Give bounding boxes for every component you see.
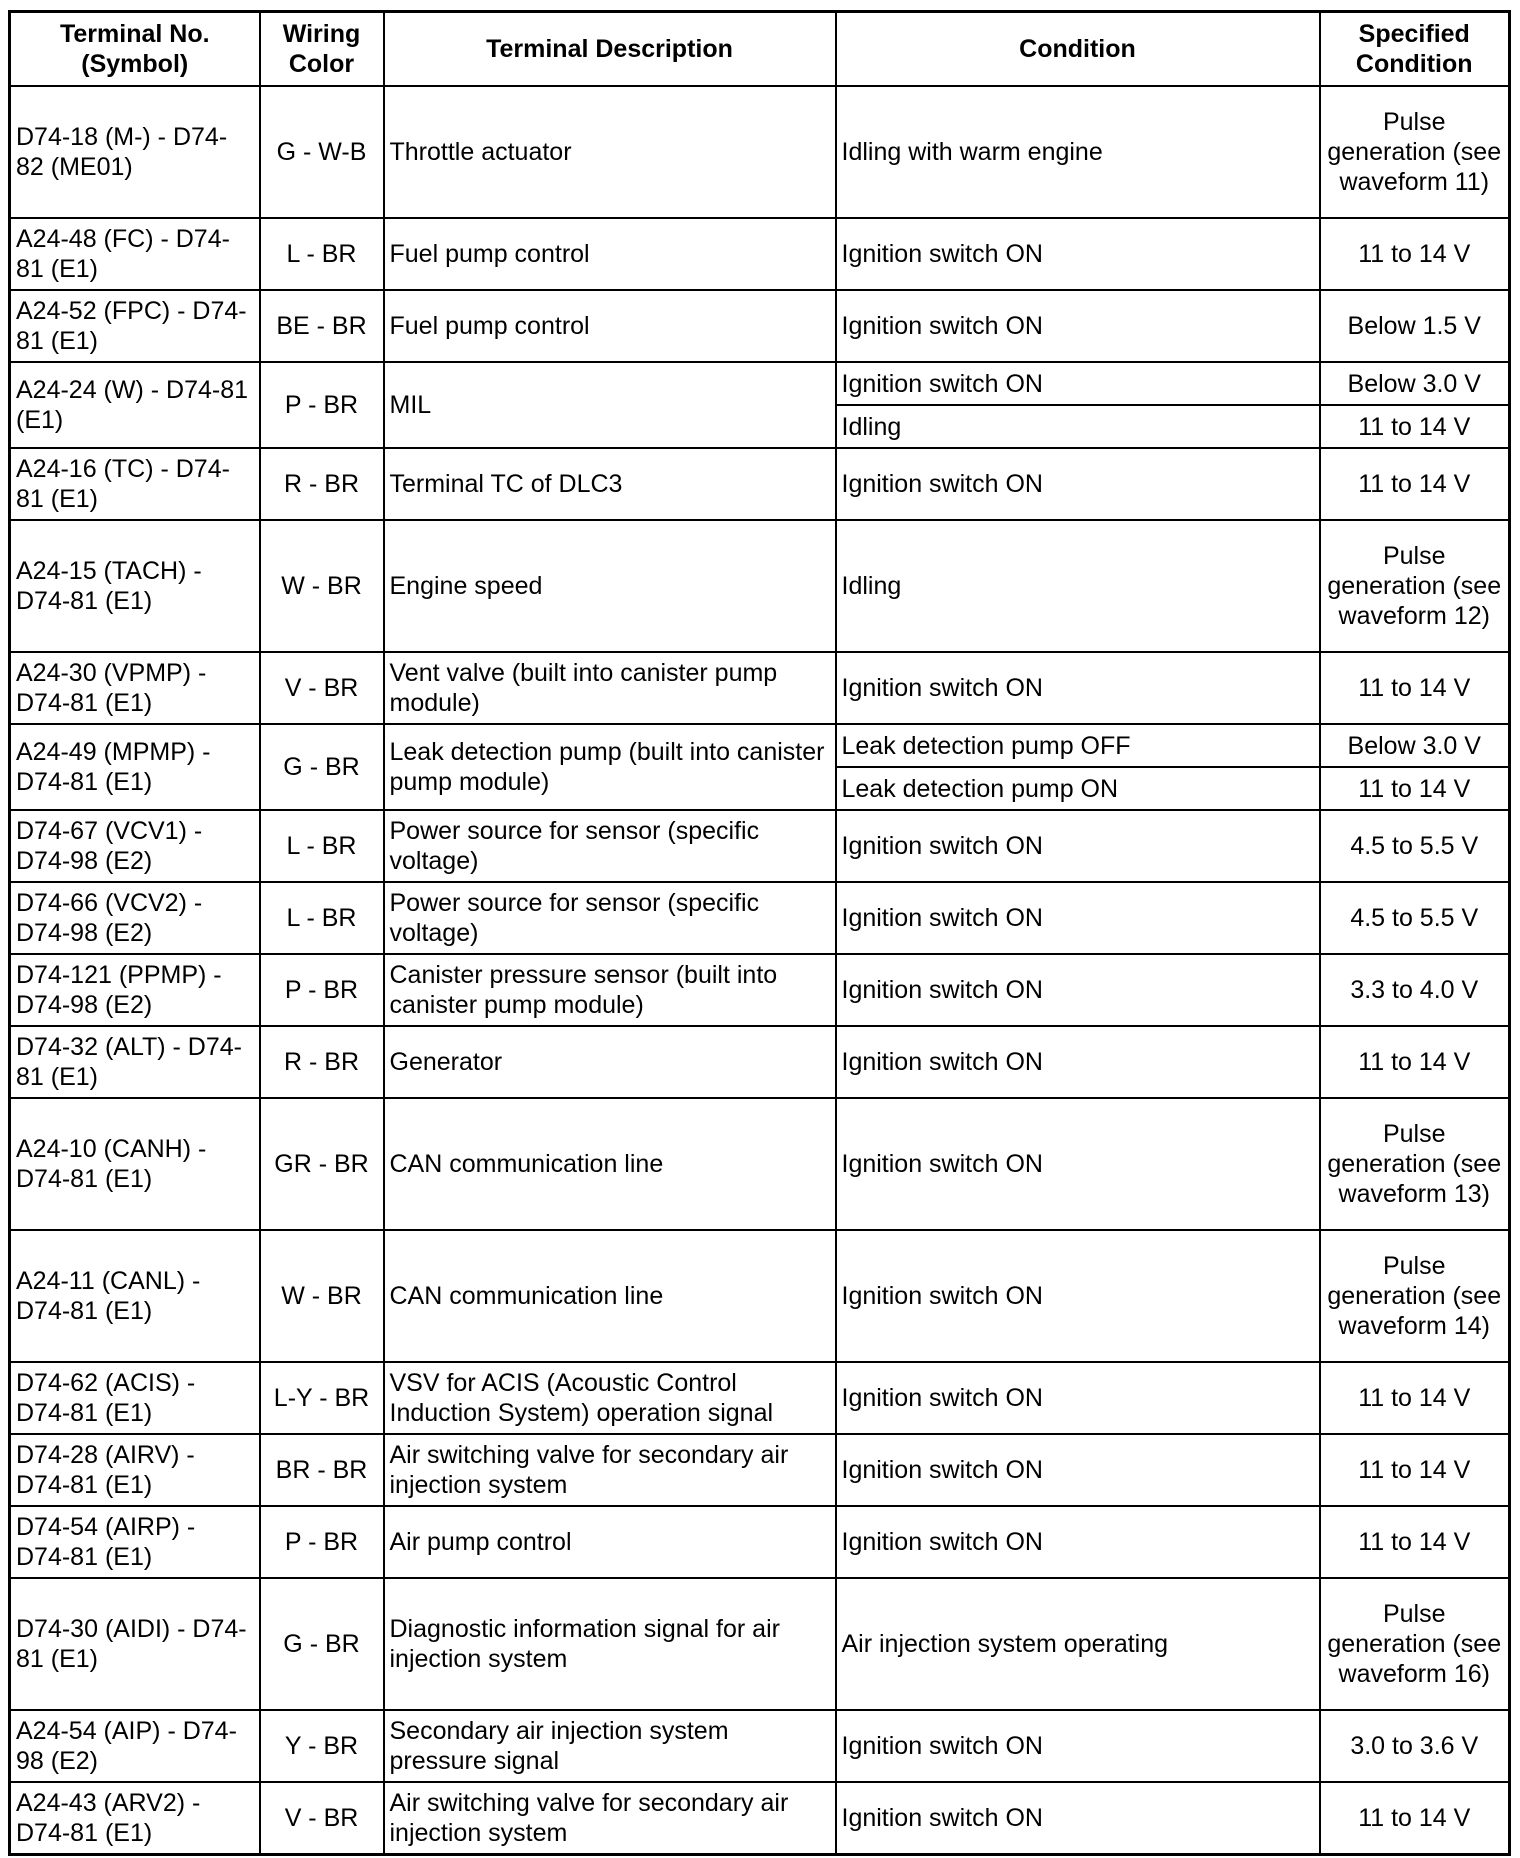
description-cell: Engine speed — [384, 520, 836, 652]
description-cell: Air switching valve for secondary air injection system — [384, 1782, 836, 1855]
header-row — [10, 12, 1510, 87]
condition-cell: Ignition switch ON — [836, 362, 1320, 405]
description-cell: Air switching valve for secondary air injection system — [384, 1434, 836, 1506]
condition-cell: Ignition switch ON — [836, 882, 1320, 954]
table-body — [10, 86, 1510, 1855]
specified-condition-cell: 4.5 to 5.5 V — [1320, 810, 1510, 882]
terminal-cell: A24-10 (CANH) - D74-81 (E1) — [10, 1098, 260, 1230]
table-row — [10, 1506, 1510, 1578]
wiring-color-cell: P - BR — [260, 1506, 384, 1578]
condition-cell: Ignition switch ON — [836, 1362, 1320, 1434]
condition-cell: Ignition switch ON — [836, 1506, 1320, 1578]
condition-cell: Ignition switch ON — [836, 1782, 1320, 1855]
header-specified: Specified Condition — [1320, 12, 1510, 87]
terminal-cell: A24-52 (FPC) - D74-81 (E1) — [10, 290, 260, 362]
header-wiring: Wiring Color — [260, 12, 384, 87]
description-cell: Terminal TC of DLC3 — [384, 448, 836, 520]
wiring-color-cell: V - BR — [260, 1782, 384, 1855]
description-cell: Fuel pump control — [384, 290, 836, 362]
wiring-color-cell: BR - BR — [260, 1434, 384, 1506]
description-cell: CAN communication line — [384, 1230, 836, 1362]
condition-cell: Ignition switch ON — [836, 448, 1320, 520]
condition-cell: Ignition switch ON — [836, 1026, 1320, 1098]
condition-cell: Ignition switch ON — [836, 218, 1320, 290]
table-row — [10, 1230, 1510, 1362]
description-cell: Secondary air injection system pressure signal — [384, 1710, 836, 1782]
description-cell: Fuel pump control — [384, 218, 836, 290]
table-row — [10, 448, 1510, 520]
specified-condition-cell: Pulse generation (see waveform 11) — [1320, 86, 1510, 218]
description-cell: VSV for ACIS (Acoustic Control Induction System) operation signal — [384, 1362, 836, 1434]
table-row — [10, 1710, 1510, 1782]
specified-condition-cell: 11 to 14 V — [1320, 1434, 1510, 1506]
condition-cell: Leak detection pump OFF — [836, 724, 1320, 767]
table-row — [10, 954, 1510, 1026]
wiring-color-cell: L - BR — [260, 882, 384, 954]
description-cell: Throttle actuator — [384, 86, 836, 218]
terminal-cell: A24-30 (VPMP) - D74-81 (E1) — [10, 652, 260, 724]
table-row — [10, 1098, 1510, 1230]
table-row — [10, 1362, 1510, 1434]
wiring-color-cell: W - BR — [260, 520, 384, 652]
table-row — [10, 362, 1510, 405]
wiring-color-cell: R - BR — [260, 448, 384, 520]
specified-condition-cell: Below 3.0 V — [1320, 724, 1510, 767]
terminal-cell: A24-15 (TACH) - D74-81 (E1) — [10, 520, 260, 652]
terminal-cell: D74-121 (PPMP) - D74-98 (E2) — [10, 954, 260, 1026]
condition-cell: Ignition switch ON — [836, 1434, 1320, 1506]
specified-condition-cell: 3.0 to 3.6 V — [1320, 1710, 1510, 1782]
header-condition: Condition — [836, 12, 1320, 87]
wiring-color-cell: L - BR — [260, 218, 384, 290]
description-cell: Canister pressure sensor (built into canister pump module) — [384, 954, 836, 1026]
specified-condition-cell: 3.3 to 4.0 V — [1320, 954, 1510, 1026]
wiring-color-cell: L - BR — [260, 810, 384, 882]
condition-cell: Ignition switch ON — [836, 954, 1320, 1026]
table-row — [10, 1026, 1510, 1098]
table-row — [10, 652, 1510, 724]
wiring-color-cell: GR - BR — [260, 1098, 384, 1230]
terminal-cell: A24-49 (MPMP) - D74-81 (E1) — [10, 724, 260, 810]
description-cell: CAN communication line — [384, 1098, 836, 1230]
condition-cell: Ignition switch ON — [836, 652, 1320, 724]
header-terminal: Terminal No. (Symbol) — [10, 12, 260, 87]
wiring-color-cell: R - BR — [260, 1026, 384, 1098]
specified-condition-cell: 4.5 to 5.5 V — [1320, 882, 1510, 954]
wiring-color-cell: G - BR — [260, 1578, 384, 1710]
description-cell: Power source for sensor (specific voltage) — [384, 810, 836, 882]
specified-condition-cell: 11 to 14 V — [1320, 405, 1510, 448]
description-cell: Power source for sensor (specific voltage) — [384, 882, 836, 954]
wiring-color-cell: Y - BR — [260, 1710, 384, 1782]
specified-condition-cell: Below 1.5 V — [1320, 290, 1510, 362]
table-row — [10, 290, 1510, 362]
specified-condition-cell: 11 to 14 V — [1320, 1026, 1510, 1098]
table-row — [10, 882, 1510, 954]
specified-condition-cell: Pulse generation (see waveform 13) — [1320, 1098, 1510, 1230]
condition-cell: Ignition switch ON — [836, 1230, 1320, 1362]
condition-cell: Leak detection pump ON — [836, 767, 1320, 810]
terminal-cell: D74-62 (ACIS) - D74-81 (E1) — [10, 1362, 260, 1434]
specified-condition-cell: 11 to 14 V — [1320, 1362, 1510, 1434]
specified-condition-cell: Pulse generation (see waveform 14) — [1320, 1230, 1510, 1362]
wiring-color-cell: V - BR — [260, 652, 384, 724]
specified-condition-cell: 11 to 14 V — [1320, 767, 1510, 810]
table-row — [10, 1782, 1510, 1855]
table-row — [10, 1434, 1510, 1506]
condition-cell: Ignition switch ON — [836, 1098, 1320, 1230]
specified-condition-cell: 11 to 14 V — [1320, 218, 1510, 290]
description-cell: MIL — [384, 362, 836, 448]
terminal-cell: D74-18 (M-) - D74-82 (ME01) — [10, 86, 260, 218]
description-cell: Generator — [384, 1026, 836, 1098]
header-description: Terminal Description — [384, 12, 836, 87]
table-row — [10, 86, 1510, 218]
condition-cell: Idling with warm engine — [836, 86, 1320, 218]
wiring-color-cell: BE - BR — [260, 290, 384, 362]
wiring-color-cell: L-Y - BR — [260, 1362, 384, 1434]
terminal-table — [8, 10, 1511, 1856]
terminal-cell: A24-48 (FC) - D74-81 (E1) — [10, 218, 260, 290]
condition-cell: Idling — [836, 520, 1320, 652]
table-row — [10, 520, 1510, 652]
terminal-cell: A24-11 (CANL) - D74-81 (E1) — [10, 1230, 260, 1362]
condition-cell: Air injection system operating — [836, 1578, 1320, 1710]
table-row — [10, 1578, 1510, 1710]
description-cell: Vent valve (built into canister pump module) — [384, 652, 836, 724]
terminal-cell: A24-54 (AIP) - D74-98 (E2) — [10, 1710, 260, 1782]
condition-cell: Ignition switch ON — [836, 810, 1320, 882]
terminal-cell: D74-28 (AIRV) - D74-81 (E1) — [10, 1434, 260, 1506]
terminal-cell: D74-66 (VCV2) - D74-98 (E2) — [10, 882, 260, 954]
specified-condition-cell: 11 to 14 V — [1320, 1506, 1510, 1578]
condition-cell: Ignition switch ON — [836, 290, 1320, 362]
description-cell: Air pump control — [384, 1506, 836, 1578]
terminal-cell: A24-24 (W) - D74-81 (E1) — [10, 362, 260, 448]
table-row — [10, 724, 1510, 767]
condition-cell: Ignition switch ON — [836, 1710, 1320, 1782]
condition-cell: Idling — [836, 405, 1320, 448]
table-row — [10, 810, 1510, 882]
terminal-cell: D74-54 (AIRP) - D74-81 (E1) — [10, 1506, 260, 1578]
specified-condition-cell: 11 to 14 V — [1320, 448, 1510, 520]
terminal-cell: D74-67 (VCV1) - D74-98 (E2) — [10, 810, 260, 882]
specified-condition-cell: 11 to 14 V — [1320, 652, 1510, 724]
wiring-color-cell: P - BR — [260, 954, 384, 1026]
specified-condition-cell: Pulse generation (see waveform 12) — [1320, 520, 1510, 652]
description-cell: Diagnostic information signal for air injection system — [384, 1578, 836, 1710]
description-cell: Leak detection pump (built into canister pump module) — [384, 724, 836, 810]
terminal-cell: A24-43 (ARV2) - D74-81 (E1) — [10, 1782, 260, 1855]
specified-condition-cell: Pulse generation (see waveform 16) — [1320, 1578, 1510, 1710]
specified-condition-cell: Below 3.0 V — [1320, 362, 1510, 405]
terminal-cell: D74-30 (AIDI) - D74-81 (E1) — [10, 1578, 260, 1710]
specified-condition-cell: 11 to 14 V — [1320, 1782, 1510, 1855]
wiring-color-cell: W - BR — [260, 1230, 384, 1362]
wiring-color-cell: G - W-B — [260, 86, 384, 218]
wiring-color-cell: G - BR — [260, 724, 384, 810]
terminal-cell: A24-16 (TC) - D74-81 (E1) — [10, 448, 260, 520]
terminal-cell: D74-32 (ALT) - D74-81 (E1) — [10, 1026, 260, 1098]
wiring-color-cell: P - BR — [260, 362, 384, 448]
table-row — [10, 218, 1510, 290]
